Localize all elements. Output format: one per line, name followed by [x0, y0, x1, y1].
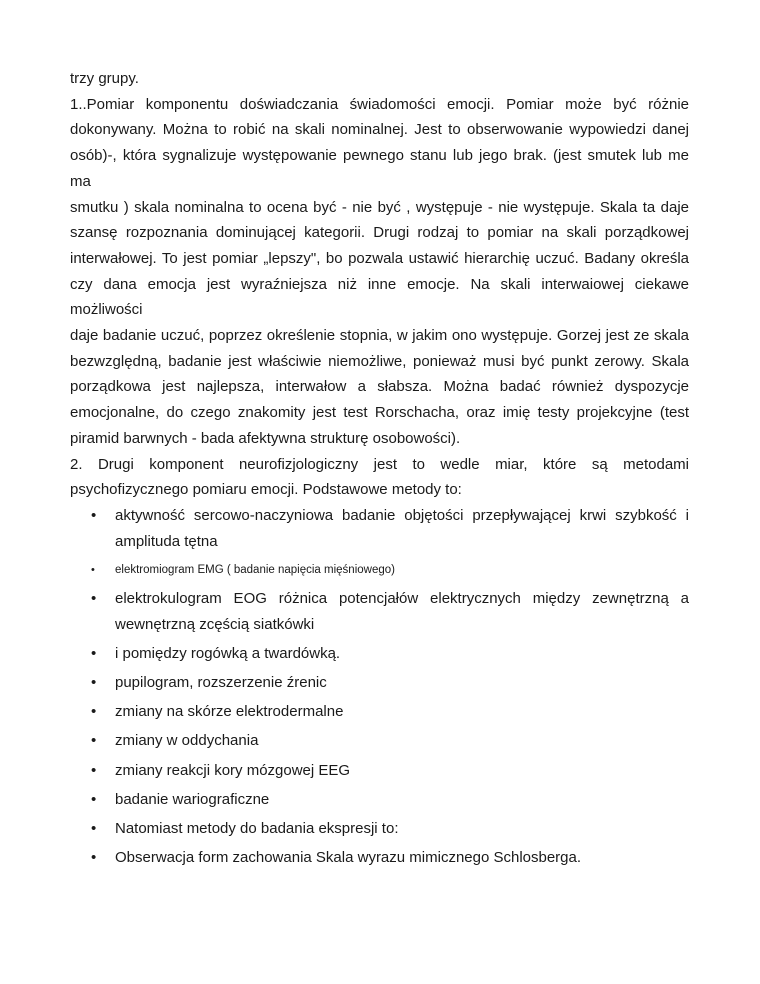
- list-item: [70, 816, 689, 842]
- list-item-text: wewnętrzną zcęścią siatkówki: [115, 615, 315, 633]
- list-item: [70, 670, 689, 696]
- paragraph-1-line: bezwzględną, badanie jest właściwie niemożliwe, ponieważ musi być punkt zerowy. Skala: [70, 352, 689, 370]
- paragraph-1-line: emocjonalne, do czego znakomity jest test Rorschacha, oraz imię testy projekcyjne (test: [70, 404, 689, 422]
- bullet-icon: •: [91, 673, 97, 691]
- list-item-text: zmiany na skórze elektrodermalne: [115, 703, 344, 721]
- list-item-text: i pomiędzy rogówką a twardówką.: [115, 644, 341, 662]
- list-item: [70, 787, 689, 813]
- bullet-icon: •: [91, 644, 97, 662]
- bullet-icon: •: [91, 819, 97, 837]
- list-item-text: zmiany w oddychania: [115, 732, 259, 750]
- document-body: [70, 66, 689, 874]
- intro-text: trzy grupy.: [70, 70, 139, 87]
- bullet-icon: •: [91, 761, 97, 779]
- list-item-text: Obserwacja form zachowania Skala wyrazu mimicznego Schlosberga.: [115, 849, 582, 867]
- list-item-text: elektromiogram EMG ( badanie napięcia mięśniowego): [115, 563, 395, 576]
- list-item: [70, 758, 689, 784]
- paragraph-1: [70, 92, 689, 452]
- list-item-text: badanie wariograficzne: [115, 790, 270, 808]
- list-item: [70, 699, 689, 725]
- bullet-icon: •: [91, 790, 97, 808]
- paragraph-2-line: 2. Drugi komponent neurofizjologiczny jest to wedle miar, które są metodami: [70, 455, 689, 473]
- bullet-icon: •: [91, 563, 95, 576]
- bullet-icon: •: [91, 589, 97, 607]
- paragraph-1-line: porządkowa jest najlepsza, interwałow a słabsza. Można badać również dyspozycje: [70, 378, 689, 396]
- list-item-text: pupilogram, rozszerzenie źrenic: [115, 673, 327, 691]
- list-item: [70, 845, 689, 871]
- list-item-text: zmiany reakcji kory mózgowej EEG: [115, 761, 351, 779]
- list-item-text: aktywność sercowo-naczyniowa badanie objętości przepływającej krwi szybkość i: [115, 506, 689, 524]
- bullet-icon: •: [91, 732, 97, 750]
- list-item: [70, 503, 689, 554]
- bullet-icon: •: [91, 703, 97, 721]
- paragraph-1-line: interwałowej. To jest pomiar „lepszy", bo pozwala ustawić hierarchię uczuć. Badany określa: [70, 249, 689, 267]
- list-item: [70, 728, 689, 754]
- paragraph-1-line: czy dana emocja jest wyraźniejsza niż inne emocje. Na skali interwaiowej ciekawe możliwości: [70, 275, 689, 319]
- methods-list: [70, 503, 689, 871]
- paragraph-1-line: dokonywany. Można to robić na skali nominalnej. Jest to obserwowanie wypowiedzi danej: [70, 121, 689, 139]
- paragraph-1-line: szansę rozpoznania dominującej kategorii. Drugi rodzaj to pomiar na skali porządkowej: [70, 224, 689, 242]
- paragraph-2-line: psychofizycznego pomiaru emocji. Podstawowe metody to:: [70, 481, 462, 499]
- list-item-text: amplituda tętna: [115, 532, 218, 550]
- paragraph-1-line: daje badanie uczuć, poprzez określenie stopnia, w jakim ono występuje. Gorzej jest ze skala: [70, 327, 689, 345]
- intro-line: [70, 66, 689, 92]
- list-item-text: Natomiast metody do badania ekspresji to:: [115, 819, 399, 837]
- list-item: [70, 586, 689, 637]
- paragraph-1-line: smutku ) skala nominalna to ocena być - nie być , występuje - nie występuje. Skala ta daje: [70, 198, 689, 216]
- paragraph-1-line: piramid barwnych - bada afektywna strukturę osobowości).: [70, 429, 461, 447]
- paragraph-1-line: osób)-, która sygnalizuje występowanie pewnego stanu lub jego brak. (jest smutek lub me ma: [70, 147, 689, 190]
- bullet-icon: •: [91, 506, 97, 524]
- paragraph-1-line: 1..Pomiar komponentu doświadczania świadomości emocji. Pomiar może być różnie: [70, 95, 689, 113]
- list-item: [70, 558, 689, 582]
- list-item: [70, 641, 689, 667]
- bullet-icon: •: [91, 849, 97, 867]
- paragraph-2: [70, 452, 689, 503]
- list-item-text: elektrokulogram EOG różnica potencjałów elektrycznych między zewnętrzną a: [115, 589, 689, 607]
